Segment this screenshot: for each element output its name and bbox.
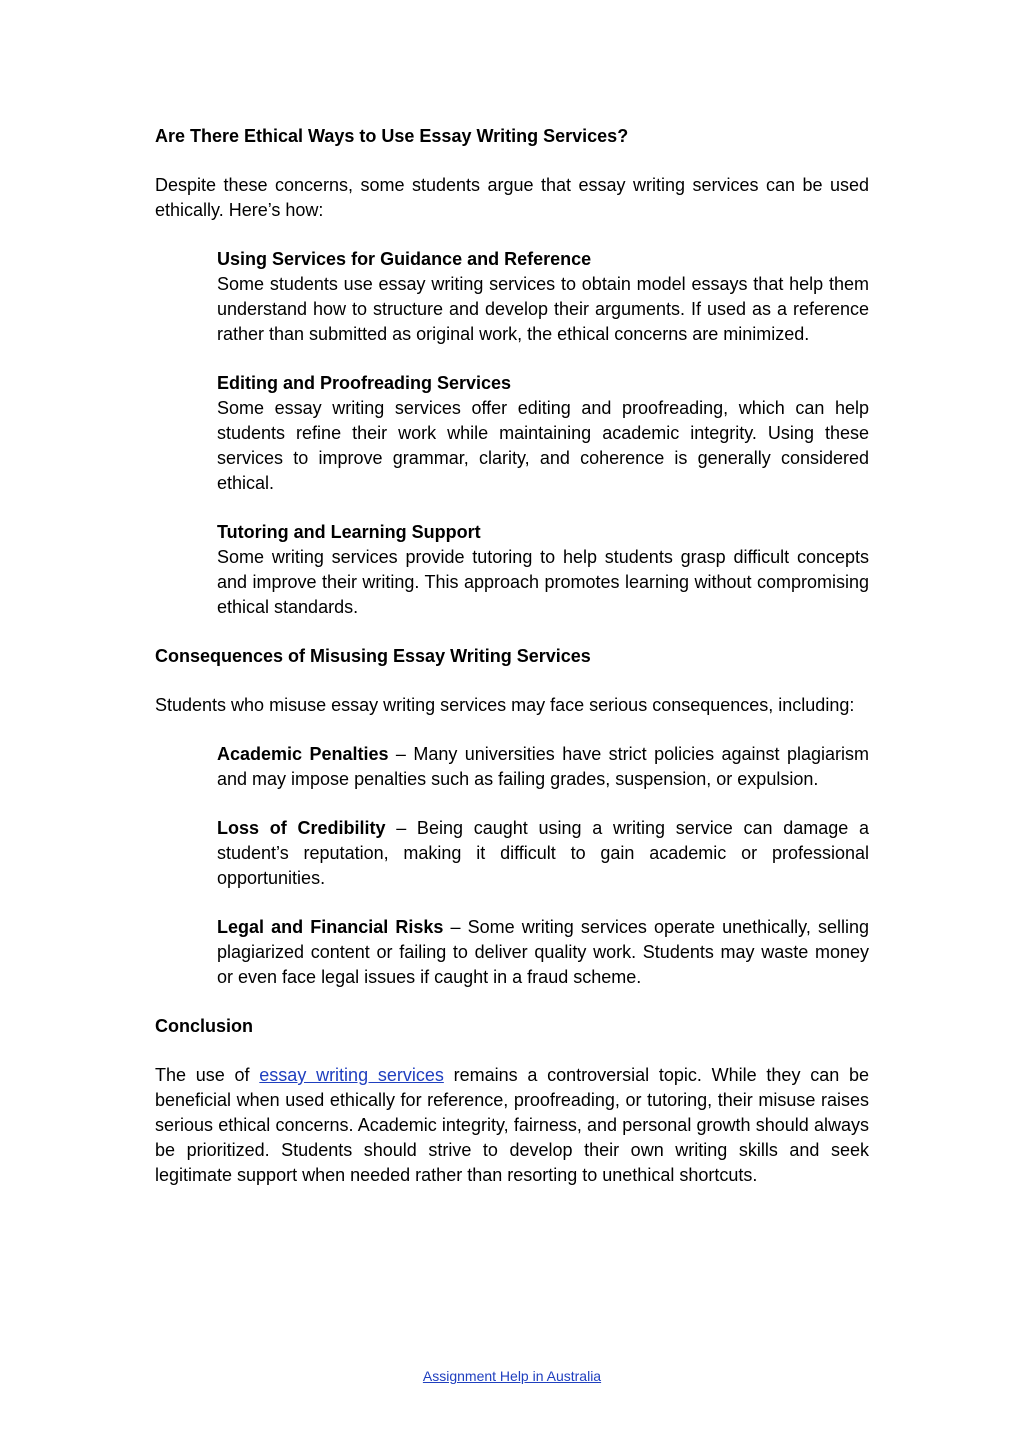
section-heading-ethical: Are There Ethical Ways to Use Essay Writing Services? — [155, 126, 629, 146]
item-body: – Some writing services operate unethically, selling plagiarized content or failing to deliver quality work. Students may waste money or even face legal issues if caught in a fraud scheme. — [217, 917, 869, 987]
item-title: Tutoring and Learning Support — [217, 522, 481, 542]
section-intro-ethical: Despite these concerns, some students argue that essay writing services can be used ethically. Here’s how: — [155, 175, 869, 220]
consequences-items-list — [217, 742, 869, 990]
list-item — [217, 816, 869, 891]
footer-link[interactable]: Assignment Help in Australia — [422, 1368, 602, 1384]
item-title: Legal and Financial Risks — [217, 917, 444, 937]
item-body: – Being caught using a writing service can damage a student’s reputation, making it difficult to gain academic or professional opportunities. — [217, 818, 869, 888]
item-body: Some students use essay writing services to obtain model essays that help them understand how to structure and develop their arguments. If used as a reference rather than submitted as original work, the ethical concerns are minimized. — [217, 274, 869, 344]
page-footer — [0, 1367, 1024, 1385]
essay-writing-services-link[interactable]: essay writing services — [259, 1065, 444, 1085]
conclusion-text-end: remains a controversial topic. While they can be beneficial when used ethically for reference, proofreading, or tutoring, their misuse raises serious ethical concerns. Academic integrity, fairness, and personal growth should always be prioritized. Students should strive to develop their own writing skills and seek legitimate support when needed rather than resorting to unethical shortcuts. — [155, 1065, 869, 1185]
document-page — [155, 124, 869, 1212]
item-title: Academic Penalties — [217, 744, 389, 764]
section-intro-consequences: Students who misuse essay writing services may face serious consequences, including: — [155, 695, 855, 715]
item-body: Some essay writing services offer editing and proofreading, which can help students refine their work while maintaining academic integrity. Using these services to improve grammar, clarity, and coherence is generally considered ethical. — [217, 398, 869, 493]
list-item — [217, 520, 869, 620]
item-title: Loss of Credibility — [217, 818, 386, 838]
item-title: Using Services for Guidance and Reference — [217, 249, 592, 269]
item-title: Editing and Proofreading Services — [217, 373, 512, 393]
section-heading-consequences: Consequences of Misusing Essay Writing Services — [155, 646, 591, 666]
list-item — [217, 742, 869, 792]
conclusion-text-start: The use of — [155, 1065, 260, 1085]
section-heading-conclusion: Conclusion — [155, 1016, 253, 1036]
list-item — [217, 371, 869, 496]
ethical-items-list — [217, 247, 869, 620]
conclusion-paragraph — [155, 1063, 869, 1188]
list-item — [217, 247, 869, 347]
item-body: Some writing services provide tutoring to help students grasp difficult concepts and improve their writing. This approach promotes learning without compromising ethical standards. — [217, 547, 869, 617]
item-body: – Many universities have strict policies against plagiarism and may impose penalties such as failing grades, suspension, or expulsion. — [217, 744, 869, 789]
list-item — [217, 915, 869, 990]
